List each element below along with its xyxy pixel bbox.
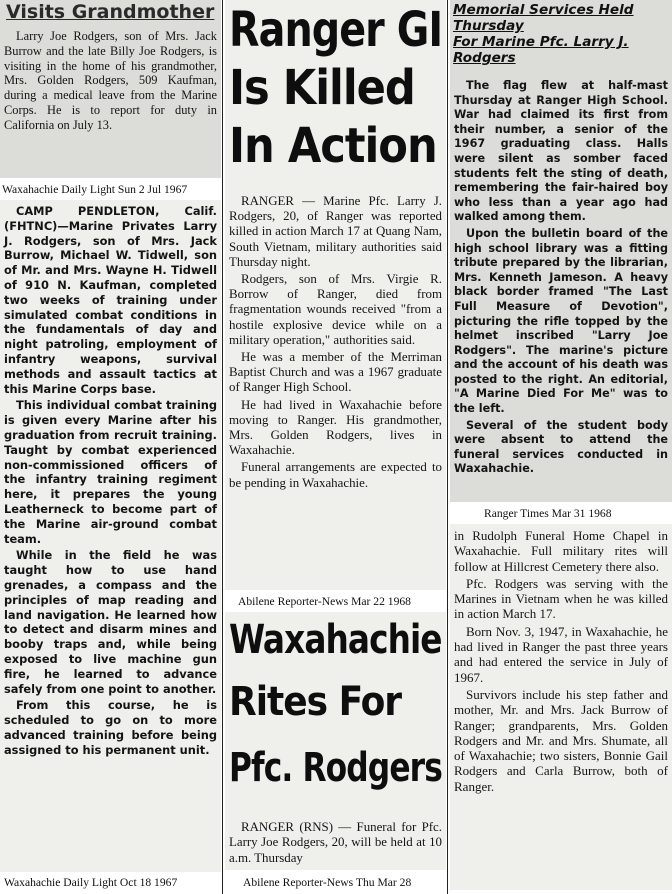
caption-memorial: Ranger Times Mar 31 1968 (484, 507, 612, 520)
headline-ranger-gi-line-3: In Action (229, 118, 437, 174)
column-divider-left (222, 0, 223, 894)
headline-memorial-line-2: For Marine Pfc. Larry J. Rodgers (453, 34, 629, 66)
ranger-gi-paragraph-5: Funeral arrangements are expected to be pending in Waxahachie. (229, 460, 442, 490)
article-visits-body: Larry Joe Rodgers, son of Mrs. Jack Burrow and the late Billy Joe Rodgers, is visiting in the home of his grandmother, Mrs. Golden Rodgers, 509 Kaufman, during a medical leave from the Marine Corps. He is to report for duty in California on July 13. (4, 29, 217, 132)
ranger-gi-paragraph-3: He was a member of the Merriman Baptist Church and was a 1967 graduate of Ranger High School. (229, 350, 442, 395)
caption-visits: Waxahachie Daily Light Sun 2 Jul 1967 (2, 183, 188, 196)
continued-paragraph-3: Born Nov. 3, 1947, in Waxahachie, he had lived in Ranger the past three years and had entered the service in July of 1967. (454, 623, 668, 685)
memorial-paragraph-1: The flag flew at half-mast Thursday at Ranger High School. War had claimed its first from their number, a senior of the 1967 graduating class. Halls were silent as somber faced students felt the sting of death, remembering the fair-haired boy who less than a year ago had walked among them. (454, 79, 668, 224)
headline-ranger-gi-line-1: Ranger GI (229, 2, 443, 58)
caption-rites: Abilene Reporter-News Thu Mar 28 (243, 876, 412, 889)
clipping-memorial-services (450, 0, 672, 502)
headline-rites-line-3: Pfc. Rodgers (229, 745, 442, 791)
continued-paragraph-2: Pfc. Rodgers was serving with the Marines in Vietnam when he was killed in action March 17. (454, 575, 668, 622)
headline-visits-grandmother: Visits Grandmother (6, 1, 215, 23)
headline-rites-line-2: Rites For (229, 679, 402, 725)
pendleton-paragraph-1: CAMP PENDLETON, Calif. (FHTNC)—Marine Privates Larry J. Rodgers, son of Mrs. Jack Burrow, Michael W. Tidwell, son of Mr. and Mrs. Wayne H. Tidwell of 910 N. Kaufman, completed two weeks of training under simulated combat conditions in the fundamentals of day and night patroling, employment of infantry weapons, survival methods and assault tactics at this Marine Corps base. (4, 204, 217, 396)
pendleton-paragraph-4: From this course, he is scheduled to go on to more advanced training before being assigned to his permanent unit. (4, 698, 217, 757)
clipping-ranger-gi (225, 0, 446, 590)
continued-paragraph-4: Survivors include his step father and mother, Mr. and Mrs. Jack Burrow of Ranger; grandparents, Mrs. Golden Rodgers and Mr. and Mrs. Shumate, all of Waxahachie; two sisters, Bonnie Gail Rodgers and Carla Burrow, both of Ranger. (454, 686, 668, 794)
clipping-camp-pendleton (0, 200, 221, 872)
headline-rites-line-1: Waxahachie (229, 617, 442, 663)
memorial-paragraph-2: Upon the bulletin board of the high school library was a fitting tribute prepared by the librarian, Mrs. Kenneth Jameson. A heavy black border framed "The Last Full Measure of Devotion", picturing the rifle topped by the helmet inscribed "Larry Joe Rodgers". The marine's picture and the account of his death was posted to the right. An editorial, "A Marine Died For Me" was to the left. (454, 226, 668, 416)
clipping-waxahachie-rites (225, 612, 446, 870)
headline-memorial-line-1: Memorial Services Held Thursday (453, 2, 634, 34)
pendleton-paragraph-2: This individual combat training is given every Marine after his graduation from recruit training. Taught by combat experienced non-commissioned officers of the infantry training regiment here, it prepares the young Leatherneck to become part of the Marine air-ground combat team. (4, 398, 217, 546)
clipping-visits-grandmother (0, 0, 221, 178)
headline-ranger-gi-line-2: Is Killed (229, 60, 415, 116)
pendleton-paragraph-3: While in the field he was taught how to use hand grenades, a compass and the principles of map reading and land navigation. He learned how to detect and disarm mines and booby traps and, while being exposed to live machine gun fire, he learned to advance safely from one point to another. (4, 548, 217, 696)
caption-ranger-gi: Abilene Reporter-News Mar 22 1968 (238, 595, 411, 608)
ranger-gi-paragraph-4: He had lived in Waxahachie before moving to Ranger. His grandmother, Mrs. Golden Rodgers, lives in Waxahachie. (229, 397, 442, 458)
ranger-gi-paragraph-2: Rodgers, son of Mrs. Virgie R. Borrow of Ranger, died from fragmentation wounds received "from a hostile explosive device while on a military operation," authorities said. (229, 272, 442, 347)
column-divider-right (447, 0, 448, 894)
memorial-paragraph-3: Several of the student body were absent to attend the funeral services conducted in Waxahachie. (454, 418, 668, 476)
rites-body: RANGER (RNS) — Funeral for Pfc. Larry Joe Rodgers, 20, will be held at 10 a.m. Thursday (229, 820, 442, 865)
ranger-gi-paragraph-1: RANGER — Marine Pfc. Larry J. Rodgers, 20, of Ranger was reported killed in action March 17 at Quang Nam, South Vietnam, military authorities said Thursday night. (229, 194, 442, 269)
clipping-funeral-continued (450, 524, 672, 890)
caption-pendleton: Waxahachie Daily Light Oct 18 1967 (4, 876, 178, 889)
continued-paragraph-1: in Rudolph Funeral Home Chapel in Waxahachie. Full military rites will follow at Hillcrest Cemetery there also. (454, 528, 668, 574)
